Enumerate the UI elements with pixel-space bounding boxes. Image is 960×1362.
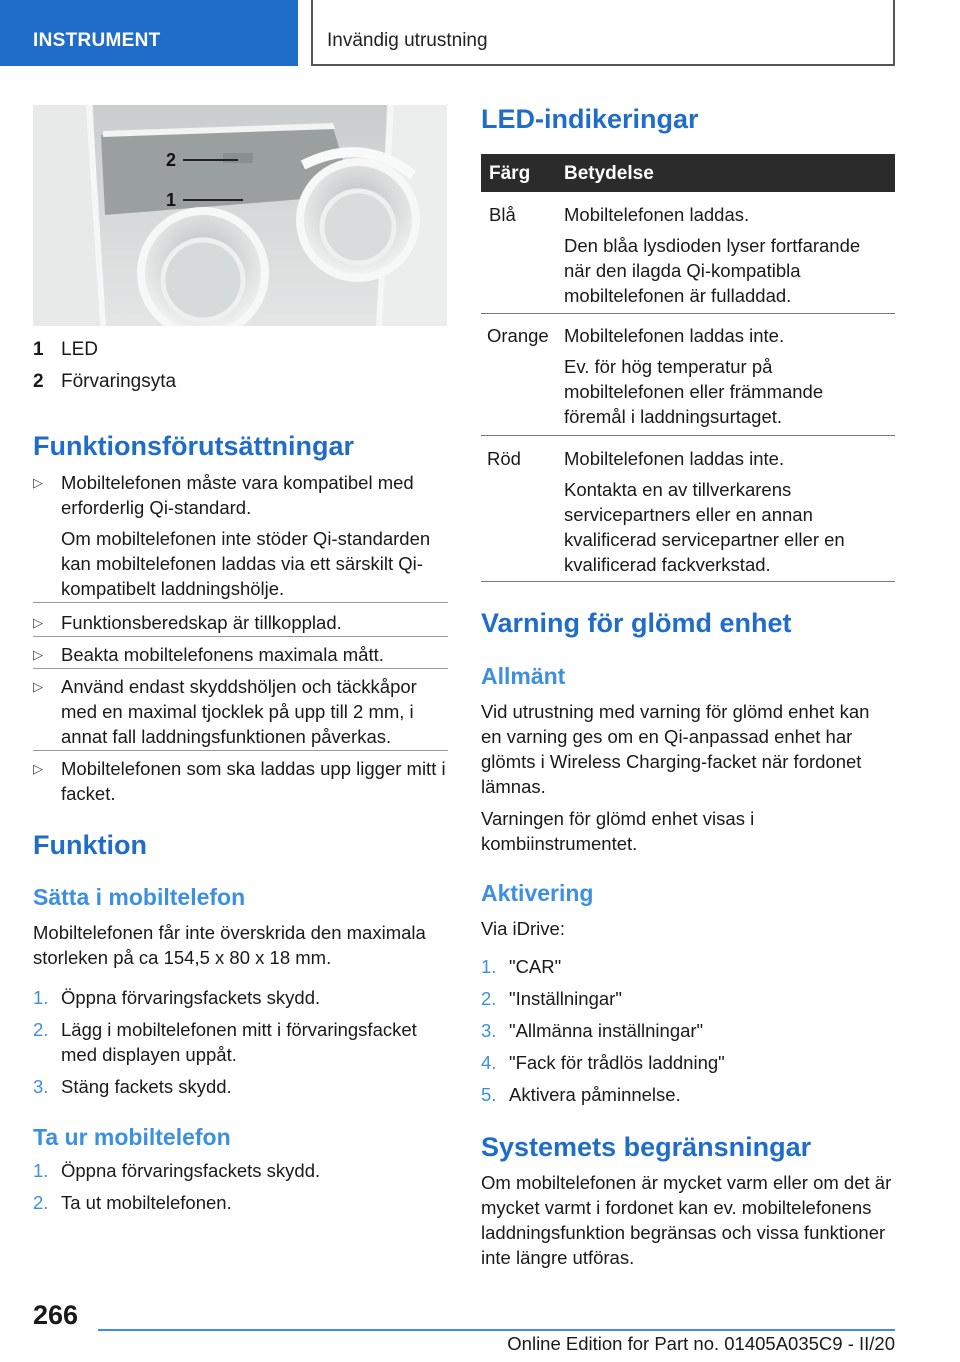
triangle-bullet-icon: ▷ <box>33 679 43 694</box>
divider <box>33 750 448 751</box>
step-number: 2. <box>33 1019 49 1040</box>
prerequisite-text: Använd endast skyddshöljen och täckkåpor med en maximal tjocklek på upp till 2 mm, i annat fall laddningsfunktionen påverkas. <box>61 676 417 747</box>
triangle-bullet-icon: ▷ <box>33 761 43 776</box>
step-text: "Allmänna inställningar" <box>509 1020 704 1041</box>
step-text: Öppna förvaringsfackets skydd. <box>61 1160 321 1181</box>
step-text: "Inställningar" <box>509 988 622 1009</box>
step-text: Aktivera påminnelse. <box>509 1084 681 1105</box>
row-divider <box>481 581 895 582</box>
charging-tray-photo <box>33 105 447 326</box>
prerequisite-note: Om mobiltelefonen inte stöder Qi-standarden kan mobiltelefonen laddas via ett särskilt Qi-kompatibelt laddningshölje. <box>61 528 431 599</box>
step-text: "CAR" <box>509 956 562 977</box>
led-meaning-cell <box>564 202 886 308</box>
prerequisite-text: Funktionsberedskap är tillkopplad. <box>61 612 342 633</box>
callout-2: 2 <box>166 150 177 170</box>
step-text: "Fack för trådlös laddning" <box>509 1052 725 1073</box>
legend-number: 1 <box>33 339 44 360</box>
activation-heading: Aktivering <box>481 880 594 906</box>
column-header-color: Färg <box>489 163 531 184</box>
prerequisite-text: Mobiltelefonen som ska laddas upp ligger mitt i facket. <box>61 758 446 804</box>
limits-paragraph: Om mobiltelefonen är mycket varm eller om det är mycket varmt i fordonet kan ev. mobiltelefonens laddningsfunktion begränsas och vissa funktioner inte längre utföras. <box>481 1172 892 1268</box>
activation-intro: Via iDrive: <box>481 918 565 939</box>
insert-phone-heading: Sätta i mobiltelefon <box>33 884 246 910</box>
step-number: 5. <box>481 1084 497 1105</box>
step-text: Lägg i mobiltelefonen mitt i förvaringsfacket <box>61 1019 417 1040</box>
led-table-header <box>481 154 895 192</box>
column-header-meaning: Betydelse <box>564 163 654 184</box>
legend-number: 2 <box>33 371 44 392</box>
step-number: 1. <box>481 956 497 977</box>
triangle-bullet-icon: ▷ <box>33 475 43 490</box>
step-text: Ta ut mobiltelefonen. <box>61 1192 232 1213</box>
divider <box>33 602 448 603</box>
function-heading: Funktion <box>33 830 147 860</box>
prerequisite-text: Mobiltelefonen måste vara kompatibel med erforderlig Qi-standard. <box>61 472 414 518</box>
general-paragraph-2: Varningen för glömd enhet visas i kombiinstrumentet. <box>481 808 755 854</box>
edition-text: Online Edition for Part no. 01405A035C9 - II/20 <box>507 1333 895 1354</box>
step-number: 1. <box>33 1160 49 1181</box>
step-number: 1. <box>33 987 49 1008</box>
charging-tray-illustration <box>33 105 447 326</box>
led-detail: Den blåa lysdioden lyser fortfarande när den ilagda Qi-kompatibla mobiltelefonen är fulladdad. <box>564 235 861 306</box>
general-heading: Allmänt <box>481 663 566 689</box>
triangle-bullet-icon: ▷ <box>33 615 43 630</box>
subsection-title: Invändig utrustning <box>327 30 488 51</box>
insert-phone-intro: Mobiltelefonen får inte överskrida den maximala storleken på ca 154,5 x 80 x 18 mm. <box>33 922 426 968</box>
page-number: 266 <box>33 1300 79 1330</box>
led-detail: Kontakta en av tillverkarens servicepartners eller en annan kvalificerad servicepartner eller en kvalificerad fackverkstad. <box>564 479 845 575</box>
step-number: 3. <box>33 1076 49 1097</box>
led-meaning: Mobiltelefonen laddas inte. <box>564 448 785 469</box>
led-meaning: Mobiltelefonen laddas inte. <box>564 325 785 346</box>
step-number: 3. <box>481 1020 497 1041</box>
legend-label: LED <box>61 339 98 360</box>
prerequisites-heading: Funktionsförutsättningar <box>33 431 354 461</box>
section-title: INSTRUMENT <box>33 30 161 51</box>
limits-heading: Systemets begränsningar <box>481 1132 812 1162</box>
footer-rule <box>98 1329 895 1331</box>
section-tab <box>0 0 298 66</box>
step-text: Öppna förvaringsfackets skydd. <box>61 987 321 1008</box>
legend-label: Förvaringsyta <box>61 371 177 392</box>
led-color-cell: Röd <box>487 448 521 469</box>
prerequisite-text: Beakta mobiltelefonens maximala mått. <box>61 644 384 665</box>
warning-heading: Varning för glömd enhet <box>481 608 792 638</box>
callout-1: 1 <box>166 190 177 210</box>
led-meaning-cell <box>564 446 886 577</box>
divider <box>33 668 448 669</box>
led-meaning: Mobiltelefonen laddas. <box>564 204 750 225</box>
triangle-bullet-icon: ▷ <box>33 647 43 662</box>
remove-phone-heading: Ta ur mobiltelefon <box>33 1124 231 1150</box>
step-text: Stäng fackets skydd. <box>61 1076 232 1097</box>
row-divider <box>481 313 895 314</box>
led-color-cell: Blå <box>489 204 516 225</box>
led-meaning-cell <box>564 323 886 429</box>
step-number: 4. <box>481 1052 497 1073</box>
step-number: 2. <box>481 988 497 1009</box>
led-heading: LED-indikeringar <box>481 104 699 134</box>
led-color-cell: Orange <box>487 325 549 346</box>
subsection-tab <box>311 0 895 66</box>
step-number: 2. <box>33 1192 49 1213</box>
row-divider <box>481 435 895 436</box>
led-detail: Ev. för hög temperatur på mobiltelefonen eller främmande föremål i laddningsurtaget. <box>564 356 824 427</box>
divider <box>33 636 448 637</box>
general-paragraph-1: Vid utrustning med varning för glömd enhet kan en varning ges om en Qi-anpassad enhet har glömts i Wireless Charging-facket när fordonet lämnas. <box>481 701 870 797</box>
step-text-continued: med displayen uppåt. <box>61 1044 237 1065</box>
